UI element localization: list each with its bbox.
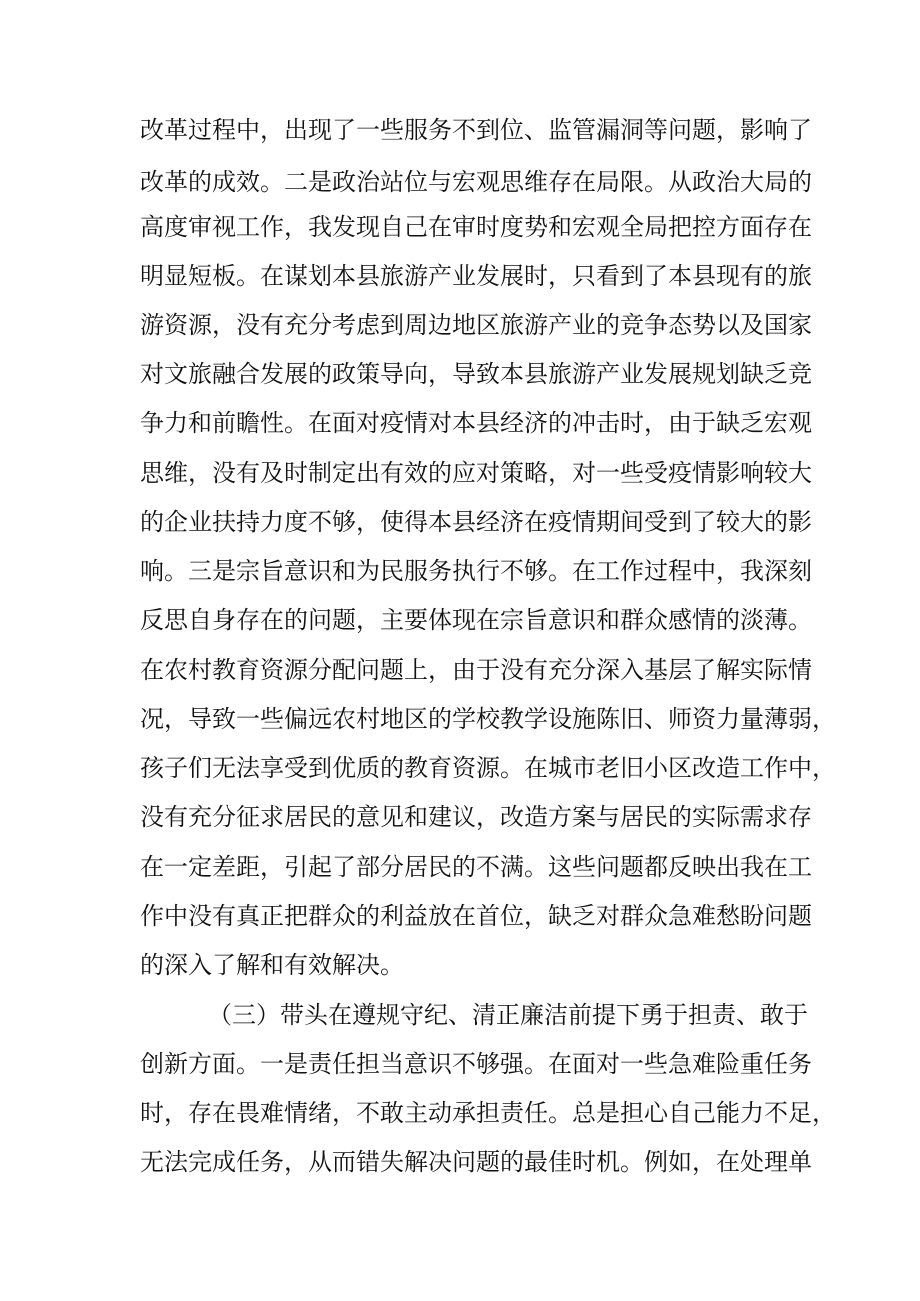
text-line: 对文旅融合发展的政策导向，导致本县旅游产业发展规划缺乏竞 <box>140 360 812 388</box>
text-line: 时，存在畏难情绪，不敢主动承担责任。总是担心自己能力不足， <box>140 1099 836 1127</box>
text-line: 况，导致一些偏远农村地区的学校教学设施陈旧、师资力量薄弱， <box>140 705 836 733</box>
text-line: 改革的成效。二是政治站位与宏观思维存在局限。从政治大局的 <box>140 168 812 196</box>
text-line: 明显短板。在谋划本县旅游产业发展时，只看到了本县现有的旅 <box>140 262 812 290</box>
text-line: 孩子们无法享受到优质的教育资源。在城市老旧小区改造工作中， <box>140 754 836 782</box>
text-line: 作中没有真正把群众的利益放在首位，缺乏对群众急难愁盼问题 <box>140 902 812 930</box>
text-line: 争力和前瞻性。在面对疫情对本县经济的冲击时，由于缺乏宏观 <box>140 409 812 437</box>
text-line: 游资源，没有充分考虑到周边地区旅游产业的竞争态势以及国家 <box>140 311 812 339</box>
text-line: 高度审视工作，我发现自己在审时度势和宏观全局把控方面存在 <box>140 213 812 241</box>
text-line: 在一定差距，引起了部分居民的不满。这些问题都反映出我在工 <box>140 853 812 881</box>
text-line: 的深入了解和有效解决。 <box>140 951 404 979</box>
text-line: 无法完成任务，从而错失解决问题的最佳时机。例如，在处理单 <box>140 1148 812 1176</box>
text-line: 响。三是宗旨意识和为民服务执行不够。在工作过程中，我深刻 <box>140 557 812 585</box>
text-line: 思维，没有及时制定出有效的应对策略，对一些受疫情影响较大 <box>140 459 812 487</box>
text-line: 没有充分征求居民的意见和建议，改造方案与居民的实际需求存 <box>140 803 812 831</box>
text-line: 的企业扶持力度不够，使得本县经济在疫情期间受到了较大的影 <box>140 508 812 536</box>
text-line: 反思自身存在的问题，主要体现在宗旨意识和群众感情的淡薄。 <box>140 606 812 634</box>
text-line: 创新方面。一是责任担当意识不够强。在面对一些急难险重任务 <box>140 1050 812 1078</box>
text-line: 在农村教育资源分配问题上，由于没有充分深入基层了解实际情 <box>140 656 812 684</box>
text-line: 改革过程中，出现了一些服务不到位、监管漏洞等问题，影响了 <box>140 116 812 144</box>
text-line: （三）带头在遵规守纪、清正廉洁前提下勇于担责、敢于 <box>208 1001 808 1029</box>
